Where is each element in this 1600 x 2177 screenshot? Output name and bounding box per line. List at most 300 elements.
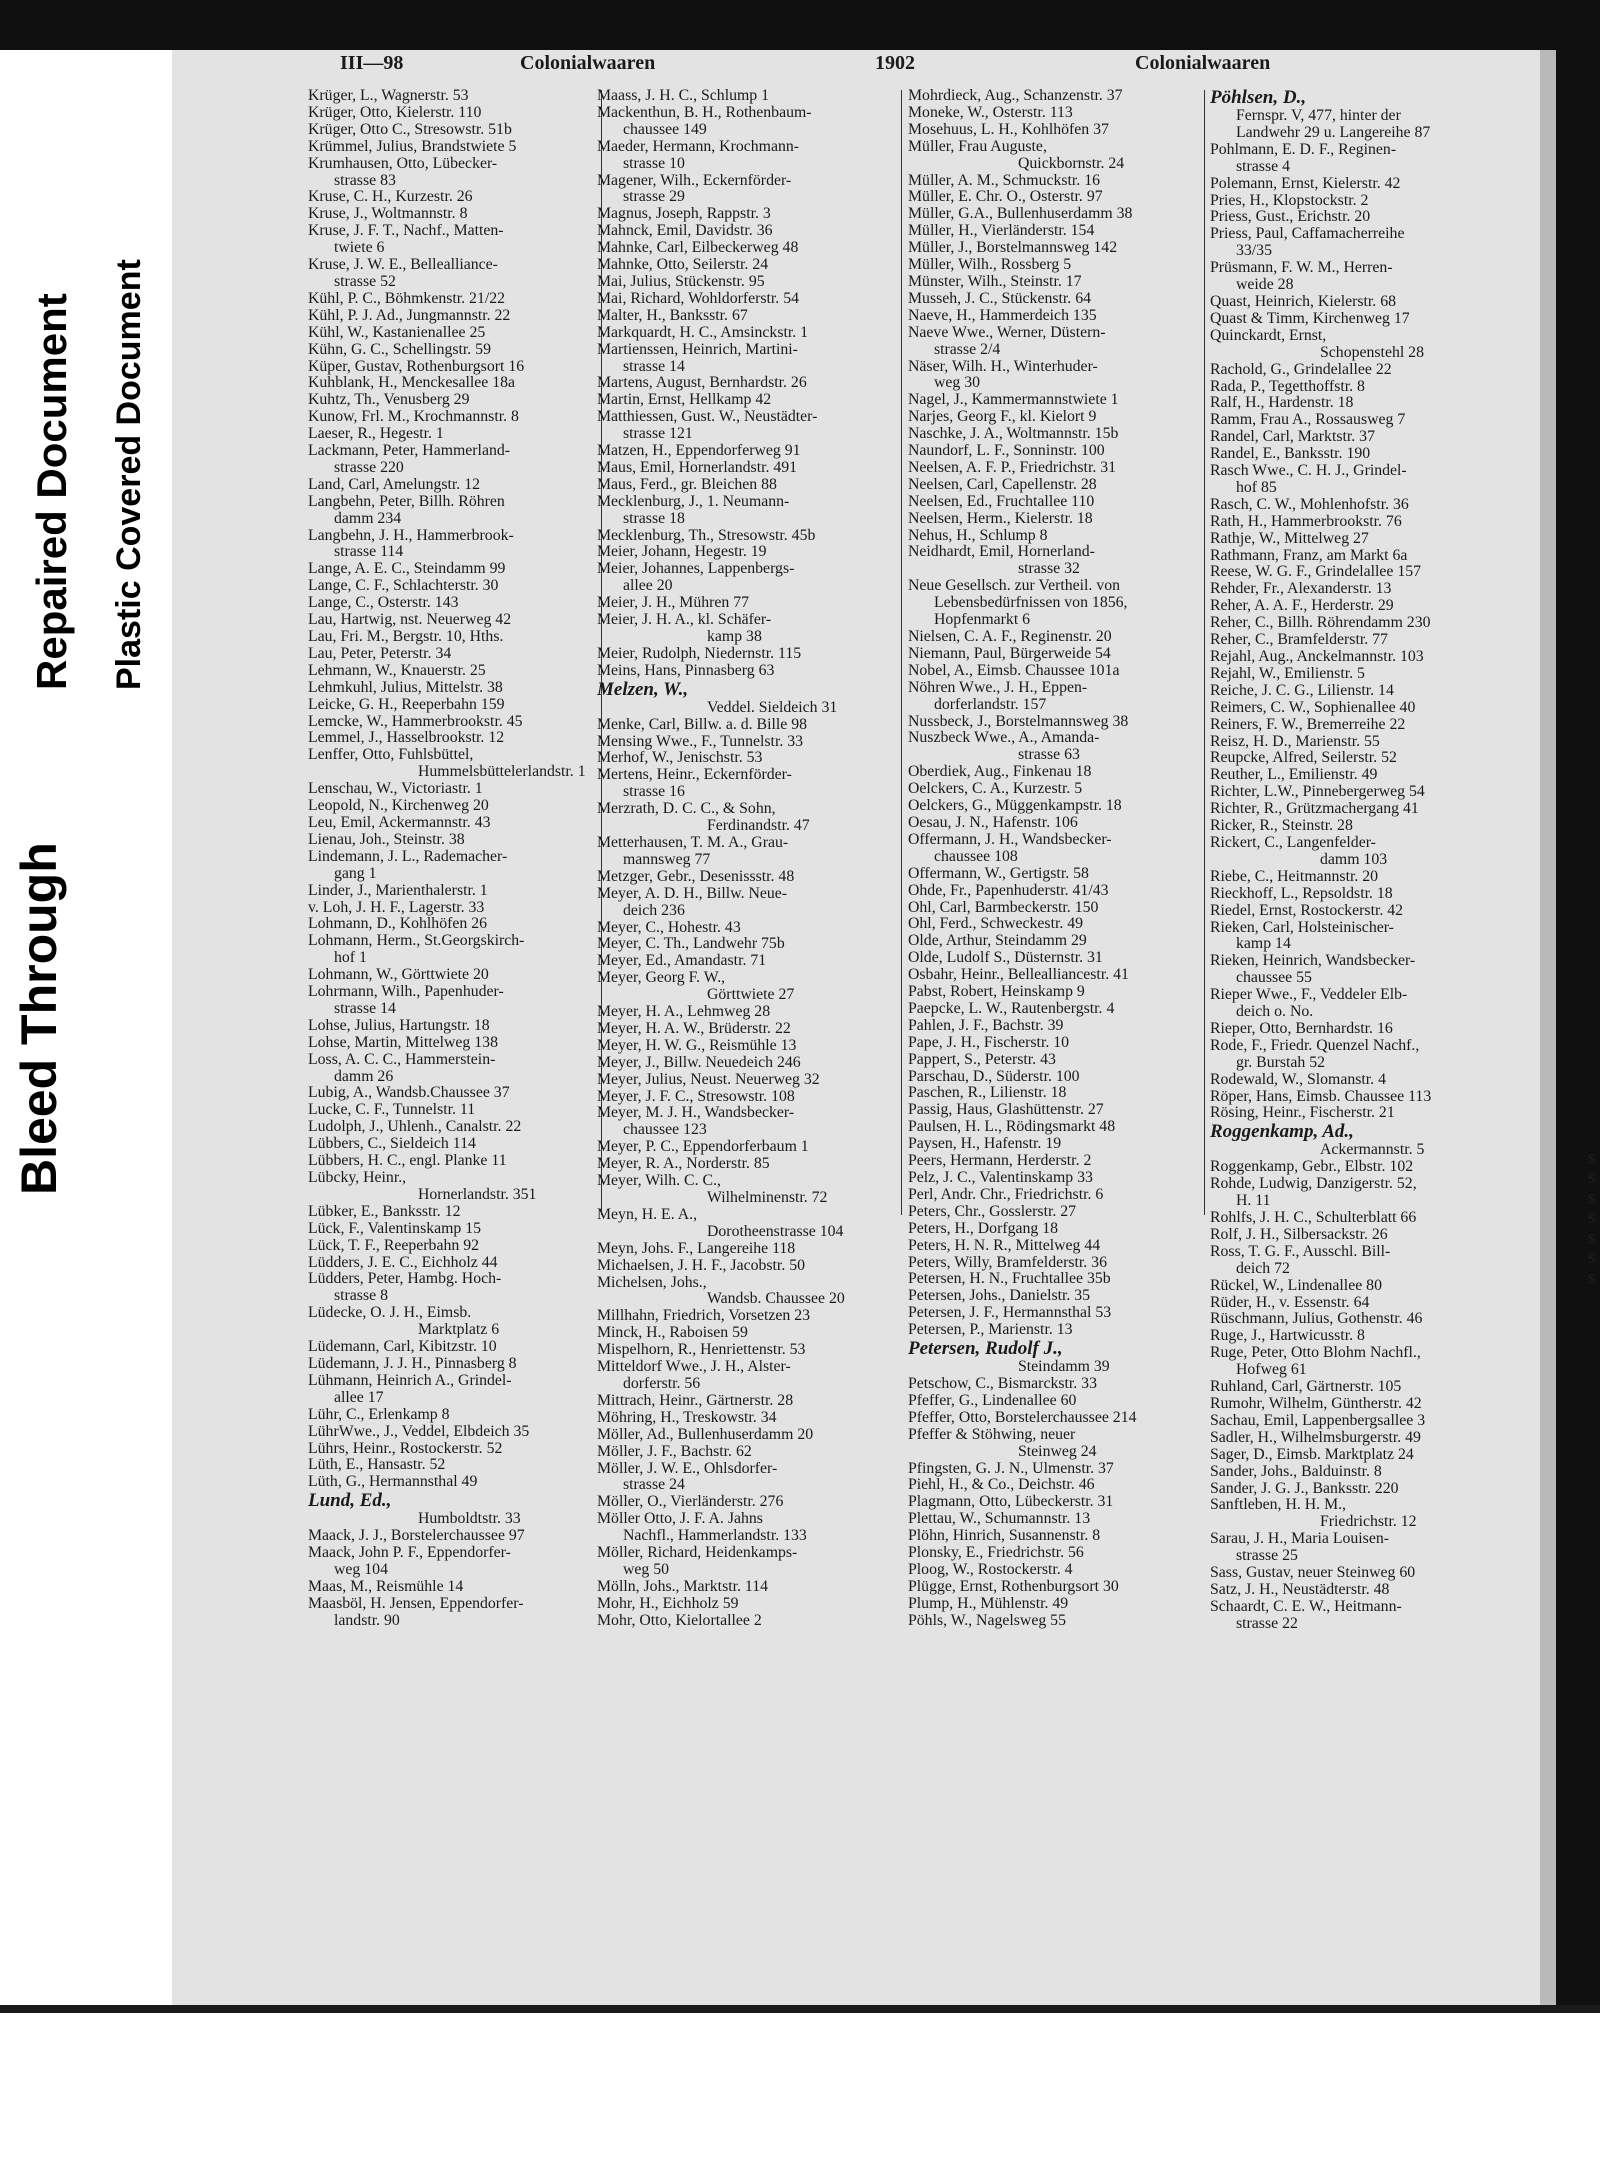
directory-entry: Meyer, M. J. H., Wandsbecker- <box>597 1104 795 1122</box>
directory-entry: Reuther, L., Emilienstr. 49 <box>1210 766 1378 784</box>
directory-entry: strasse 83 <box>334 171 396 189</box>
directory-entry: Krümmel, Julius, Brandstwiete 5 <box>308 137 517 155</box>
directory-entry: Mahnck, Emil, Davidstr. 36 <box>597 222 773 240</box>
directory-entry: Schaardt, C. E. W., Heitmann- <box>1210 1597 1402 1615</box>
directory-entry: Meyer, A. D. H., Billw. Neue- <box>597 884 788 902</box>
directory-entry: Röper, Hans, Eimsb. Chaussee 113 <box>1210 1087 1432 1105</box>
directory-entry: Nussbeck, J., Borstelmannsweg 38 <box>908 712 1129 730</box>
directory-entry: Sadler, H., Wilhelmsburgerstr. 49 <box>1210 1428 1421 1446</box>
directory-entry: Hummelsbüttelerlandstr. 1 <box>418 763 586 781</box>
directory-entry: Passig, Haus, Glashüttenstr. 27 <box>908 1101 1104 1119</box>
directory-entry: Möller, Ad., Bullenhuserdamm 20 <box>597 1425 814 1443</box>
directory-entry: Müller, G.A., Bullenhuserdamm 38 <box>908 205 1133 223</box>
directory-entry: Müller, J., Borstelmannsweg 142 <box>908 239 1118 257</box>
directory-entry: Nobel, A., Eimsb. Chaussee 101a <box>908 661 1120 679</box>
directory-entry: Rieckhoff, L., Repsoldstr. 18 <box>1210 884 1393 902</box>
directory-entry: Moneke, W., Osterstr. 113 <box>908 103 1073 121</box>
directory-entry: Paschen, R., Lilienstr. 18 <box>908 1084 1067 1102</box>
directory-entry: Plonsky, E., Friedrichstr. 56 <box>908 1544 1084 1562</box>
directory-entry: strasse 16 <box>623 783 685 801</box>
label-repaired-document: Repaired Document <box>28 293 75 690</box>
directory-entry: Möller, Richard, Heidenkamps- <box>597 1544 798 1562</box>
directory-entry: Lübbers, C., Sieldeich 114 <box>308 1135 476 1153</box>
directory-entry: Rachold, G., Grindelallee 22 <box>1210 360 1392 378</box>
directory-entry: Veddel. Sieldeich 31 <box>707 698 838 716</box>
directory-entry: Kühl, W., Kastanienallee 25 <box>308 323 486 341</box>
directory-entry: Naeve, H., Hammerdeich 135 <box>908 306 1097 324</box>
directory-entry: Peers, Hermann, Herderstr. 2 <box>908 1152 1092 1170</box>
directory-entry: Peters, H., Dorfgang 18 <box>908 1219 1059 1237</box>
directory-entry: Möhring, H., Treskowstr. 34 <box>597 1408 777 1426</box>
directory-entry: Mertens, Heinr., Eckernförder- <box>597 766 792 784</box>
directory-entry: Lau, Fri. M., Bergstr. 10, Hths. <box>308 628 504 645</box>
directory-entry: damm 234 <box>334 509 402 527</box>
directory-entry: Pfingsten, G. J. N., Ulmenstr. 37 <box>908 1459 1114 1477</box>
directory-entry: Leopold, N., Kirchenweg 20 <box>308 797 489 815</box>
directory-entry: strasse 63 <box>1018 746 1080 764</box>
header-title-left: Colonialwaaren <box>520 52 656 74</box>
directory-entry: Merhof, W., Jenischstr. 53 <box>597 749 763 767</box>
directory-entry: Petersen, P., Marienstr. 13 <box>908 1321 1073 1339</box>
directory-entry: Meier, Johann, Hegestr. 19 <box>597 543 767 561</box>
directory-entry: Lübker, E., Banksstr. 12 <box>308 1202 461 1220</box>
directory-entry: Kühl, P. J. Ad., Jungmannstr. 22 <box>308 306 511 324</box>
directory-column-1 <box>308 88 598 1630</box>
directory-entry: Oelckers, C. A., Kurzestr. 5 <box>908 780 1083 798</box>
directory-entry: Kruse, J. W. E., Bellealliance- <box>308 256 498 274</box>
directory-entry: strasse 114 <box>334 543 404 561</box>
directory-entry: Mispelhorn, R., Henriettenstr. 53 <box>597 1341 806 1359</box>
directory-entry: Petersen, Rudolf J., <box>908 1338 1063 1360</box>
directory-entry: v. Loh, J. H. F., Lagerstr. 33 <box>308 898 485 916</box>
directory-entry: Dorotheenstrasse 104 <box>707 1222 844 1240</box>
directory-entry: Offermann, W., Gertigstr. 58 <box>908 864 1089 882</box>
directory-entry: Loss, A. C. C., Hammerstein- <box>308 1050 496 1068</box>
directory-entry: Rieken, Carl, Holsteinischer- <box>1210 918 1394 936</box>
directory-entry: Naeve Wwe., Werner, Düstern- <box>908 323 1106 341</box>
directory-entry: Olde, Arthur, Steindamm 29 <box>908 932 1087 950</box>
directory-entry: Näser, Wilh. H., Winterhuder- <box>908 357 1098 375</box>
directory-entry: Pöhlsen, D., <box>1210 87 1307 108</box>
directory-entry: Pabst, Robert, Heinskamp 9 <box>908 983 1085 1001</box>
directory-entry: Neue Gesellsch. zur Vertheil. von <box>908 577 1121 595</box>
directory-entry: Markquardt, H. C., Amsinckstr. 1 <box>597 323 809 341</box>
directory-entry: strasse 25 <box>1236 1547 1298 1565</box>
directory-column-2 <box>597 88 887 1630</box>
header-year: 1902 <box>875 52 915 74</box>
directory-entry: strasse 10 <box>623 154 685 172</box>
directory-entry: Paysen, H., Hafenstr. 19 <box>908 1135 1062 1153</box>
directory-entry: Neelsen, Ed., Fruchtallee 110 <box>908 492 1095 510</box>
directory-entry: Mohr, H., Eichholz 59 <box>597 1594 739 1612</box>
directory-entry: Lenffer, Otto, Fuhlsbüttel, <box>308 746 474 764</box>
directory-entry: Nöhren Wwe., J. H., Eppen- <box>908 678 1088 696</box>
directory-entry: strasse 29 <box>623 188 685 206</box>
directory-entry: Lackmann, Peter, Hammerland- <box>308 442 511 460</box>
directory-entry: Ludolph, J., Uhlenh., Canalstr. 22 <box>308 1118 522 1136</box>
directory-entry: Satz, J. H., Neustädterstr. 48 <box>1210 1580 1390 1598</box>
directory-entry: Humboldtstr. 33 <box>418 1510 521 1528</box>
directory-entry: Rejahl, Aug., Anckelmannstr. 103 <box>1210 648 1424 665</box>
directory-entry: chaussee 123 <box>623 1121 707 1139</box>
directory-entry: Meins, Hans, Pinnasberg 63 <box>597 661 775 679</box>
directory-entry: dorferstr. 56 <box>623 1374 701 1392</box>
directory-entry: Rieper Wwe., F., Veddeler Elb- <box>1210 986 1408 1004</box>
directory-entry: Krüger, L., Wagnerstr. 53 <box>308 87 469 104</box>
directory-entry: LührWwe., J., Veddel, Elbdeich 35 <box>308 1422 530 1440</box>
directory-entry: Steinweg 24 <box>1018 1442 1097 1460</box>
directory-entry: Ohl, Carl, Barmbeckerstr. 150 <box>908 898 1099 916</box>
directory-entry: deich 72 <box>1236 1259 1290 1277</box>
directory-entry: Meyn, H. E. A., <box>597 1205 698 1223</box>
directory-entry: Plump, H., Mühlenstr. 49 <box>908 1594 1069 1612</box>
directory-entry: Plöhn, Hinrich, Susannenstr. 8 <box>908 1527 1101 1545</box>
directory-entry: strasse 8 <box>334 1287 388 1305</box>
directory-entry: Lüth, E., Hansastr. 52 <box>308 1456 446 1474</box>
directory-entry: strasse 52 <box>334 272 396 290</box>
directory-entry: strasse 14 <box>334 999 396 1017</box>
directory-entry: Mahnke, Otto, Seilerstr. 24 <box>597 256 769 274</box>
directory-entry: Randel, Carl, Marktstr. 37 <box>1210 428 1375 446</box>
directory-entry: Mensing Wwe., F., Tunnelstr. 33 <box>597 732 804 750</box>
directory-entry: Paepcke, L. W., Rautenbergstr. 4 <box>908 999 1115 1017</box>
directory-entry: Riedel, Ernst, Rostockerstr. 42 <box>1210 901 1404 919</box>
directory-entry: strasse 4 <box>1236 157 1290 175</box>
directory-entry: Kunow, Frl. M., Krochmannstr. 8 <box>308 408 519 426</box>
directory-entry: Matthiessen, Gust. W., Neustädter- <box>597 408 818 426</box>
directory-entry: Ruge, Peter, Otto Blohm Nachfl., <box>1210 1344 1421 1362</box>
directory-entry: Rathje, W., Mittelweg 27 <box>1210 529 1369 547</box>
directory-entry: Müller, H., Vierländerstr. 154 <box>908 222 1095 240</box>
directory-entry: Meier, J. H. A., kl. Schäfer- <box>597 611 772 629</box>
directory-entry: gang 1 <box>334 864 377 882</box>
directory-entry: Ackermannstr. 5 <box>1320 1141 1425 1159</box>
directory-entry: Meyer, H. W. G., Reismühle 13 <box>597 1036 797 1054</box>
directory-entry: Ralf, H., Hardenstr. 18 <box>1210 394 1354 412</box>
page-edge <box>1540 50 1556 2005</box>
directory-entry: landstr. 90 <box>334 1611 400 1629</box>
directory-entry: Reese, W. G. F., Grindelallee 157 <box>1210 563 1422 581</box>
column-rule <box>1204 90 1205 1215</box>
directory-entry: Meyer, C. Th., Landwehr 75b <box>597 935 785 953</box>
directory-entry: Lohrmann, Wilh., Papenhuder- <box>308 983 504 1001</box>
directory-entry: Lübcky, Heinr., <box>308 1169 407 1186</box>
directory-entry: weg 30 <box>934 374 981 392</box>
directory-entry: Priess, Paul, Caffamacherreihe <box>1210 225 1405 243</box>
directory-entry: Mohrdieck, Aug., Schanzenstr. 37 <box>908 87 1123 104</box>
directory-entry: Martienssen, Heinrich, Martini- <box>597 340 798 358</box>
directory-entry: Lau, Peter, Peterstr. 34 <box>308 644 452 662</box>
directory-entry: Perl, Andr. Chr., Friedrichstr. 6 <box>908 1185 1104 1203</box>
column-rule <box>901 90 902 1215</box>
directory-entry: Ricker, R., Steinstr. 28 <box>1210 817 1353 835</box>
directory-entry: chaussee 108 <box>934 847 1018 865</box>
directory-entry: Naundorf, L. F., Sonninstr. 100 <box>908 442 1105 460</box>
directory-entry: Pries, H., Klopstockstr. 2 <box>1210 191 1369 209</box>
directory-entry: Plügge, Ernst, Rothenburgsort 30 <box>908 1577 1119 1595</box>
directory-entry: Reher, A. A. F., Herderstr. 29 <box>1210 597 1394 615</box>
directory-entry: Meyer, C., Hohestr. 43 <box>597 918 741 936</box>
directory-entry: Pahlen, J. F., Bachstr. 39 <box>908 1016 1064 1034</box>
directory-entry: Minck, H., Raboisen 59 <box>597 1324 748 1342</box>
directory-entry: Rieper, Otto, Bernhardstr. 16 <box>1210 1019 1393 1037</box>
directory-entry: Kruse, J., Woltmannstr. 8 <box>308 205 468 223</box>
directory-entry: weide 28 <box>1236 276 1294 294</box>
directory-entry: Meyer, R. A., Norderstr. 85 <box>597 1155 770 1173</box>
directory-entry: Münster, Wilh., Steinstr. 17 <box>908 272 1082 290</box>
directory-entry: Pöhls, W., Nagelsweg 55 <box>908 1611 1066 1629</box>
directory-entry: Krüger, Otto, Kielerstr. 110 <box>308 103 482 121</box>
directory-entry: Olde, Ludolf S., Düsternstr. 31 <box>908 949 1103 967</box>
directory-column-4 <box>1210 88 1500 1633</box>
directory-entry: Küper, Gustav, Rothenburgsort 16 <box>308 357 525 375</box>
directory-entry: Lindemann, J. L., Rademacher- <box>308 847 508 865</box>
directory-entry: Sass, Gustav, neuer Steinweg 60 <box>1210 1564 1416 1582</box>
directory-entry: Pfeffer, G., Lindenallee 60 <box>908 1391 1077 1409</box>
directory-entry: Müller, Wilh., Rossberg 5 <box>908 256 1072 274</box>
directory-entry: Rohde, Ludwig, Danzigerstr. 52, <box>1210 1175 1417 1193</box>
directory-entry: Mai, Julius, Stückenstr. 95 <box>597 272 765 290</box>
directory-entry: Lehmkuhl, Julius, Mittelstr. 38 <box>308 678 503 696</box>
directory-entry: Rasch, C. W., Mohlenhofstr. 36 <box>1210 495 1409 513</box>
directory-entry: Rumohr, Wilhelm, Güntherstr. 42 <box>1210 1394 1422 1412</box>
directory-entry: Reher, C., Bramfelderstr. 77 <box>1210 631 1388 649</box>
running-header <box>340 52 1390 84</box>
directory-entry: Narjes, Georg F., kl. Kielort 9 <box>908 408 1097 426</box>
directory-entry: Meyer, Georg F. W., <box>597 969 726 987</box>
directory-entry: hof 85 <box>1236 478 1277 496</box>
directory-entry: Rückel, W., Lindenallee 80 <box>1210 1276 1382 1294</box>
directory-entry: Lubig, A., Wandsb.Chaussee 37 <box>308 1084 510 1102</box>
directory-entry: Rada, P., Tegetthoffstr. 8 <box>1210 377 1365 395</box>
directory-entry: Petschow, C., Bismarckstr. 33 <box>908 1374 1097 1392</box>
directory-entry: Melzen, W., <box>597 678 689 700</box>
directory-entry: Maass, J. H. C., Schlump 1 <box>597 87 770 104</box>
directory-entry: Magener, Wilh., Eckernförder- <box>597 171 792 189</box>
directory-entry: Maus, Emil, Hornerlandstr. 491 <box>597 458 798 476</box>
directory-entry: Maas, M., Reismühle 14 <box>308 1577 464 1595</box>
directory-entry: Priess, Gust., Erichstr. 20 <box>1210 208 1371 226</box>
directory-entry: Sachau, Emil, Lappenbergsallee 3 <box>1210 1411 1426 1429</box>
directory-entry: Rösing, Heinr., Fischerstr. 21 <box>1210 1104 1395 1122</box>
directory-entry: Kruse, J. F. T., Nachf., Matten- <box>308 222 504 240</box>
directory-entry: Lübbers, H. C., engl. Planke 11 <box>308 1152 507 1170</box>
directory-entry: Sager, D., Eimsb. Marktplatz 24 <box>1210 1445 1414 1463</box>
directory-entry: Lohmann, D., Kohlhöfen 26 <box>308 915 488 933</box>
directory-entry: Prüsmann, F. W. M., Herren- <box>1210 259 1393 277</box>
directory-entry: Meier, Rudolph, Niedernstr. 115 <box>597 644 802 662</box>
directory-entry: Peters, H. N. R., Mittelweg 44 <box>908 1236 1101 1254</box>
directory-entry: Meier, J. H., Mühren 77 <box>597 594 750 612</box>
directory-entry: damm 26 <box>334 1067 394 1085</box>
directory-entry: Pappert, S., Peterstr. 43 <box>908 1050 1056 1068</box>
directory-entry: Merzrath, D. C. C., & Sohn, <box>597 800 776 818</box>
directory-entry: Rasch Wwe., C. H. J., Grindel- <box>1210 462 1407 480</box>
directory-entry: Martens, August, Bernhardstr. 26 <box>597 374 807 392</box>
directory-entry: Lange, C., Osterstr. 143 <box>308 594 459 612</box>
directory-entry: strasse 32 <box>1018 560 1080 578</box>
label-strip <box>0 50 172 2005</box>
directory-entry: Krumhausen, Otto, Lübecker- <box>308 154 498 172</box>
label-plastic-covered-document: Plastic Covered Document <box>110 259 148 690</box>
directory-entry: Leu, Emil, Ackermannstr. 43 <box>308 813 491 831</box>
directory-entry: Paulsen, H. L., Rödingsmarkt 48 <box>908 1118 1116 1136</box>
directory-entry: Ohde, Fr., Papenhuderstr. 41/43 <box>908 881 1109 899</box>
directory-entry: strasse 121 <box>623 425 693 443</box>
directory-entry: Meyer, H. A., Lehmweg 28 <box>597 1003 771 1021</box>
directory-entry: Meier, Johannes, Lappenbergs- <box>597 560 795 578</box>
directory-entry: strasse 18 <box>623 509 685 527</box>
directory-entry: Petersen, J. F., Hermannsthal 53 <box>908 1304 1112 1322</box>
directory-entry: Ruge, J., Hartwicusstr. 8 <box>1210 1327 1365 1345</box>
directory-entry: Pfeffer, Otto, Borstelerchaussee 214 <box>908 1408 1137 1426</box>
directory-entry: Meyer, J. F. C., Stresowstr. 108 <box>597 1087 795 1105</box>
directory-entry: Meyer, Wilh. C. C., <box>597 1172 721 1190</box>
directory-entry: Lüdders, Peter, Hambg. Hoch- <box>308 1270 502 1288</box>
directory-entry: Wilhelminenstr. 72 <box>707 1189 828 1206</box>
directory-entry: Mölln, Johs., Marktstr. 114 <box>597 1577 768 1595</box>
directory-entry: Lange, C. F., Schlachterstr. 30 <box>308 577 499 595</box>
directory-entry: Rickert, C., Langenfelder- <box>1210 833 1376 851</box>
directory-entry: Ruhland, Carl, Gärtnerstr. 105 <box>1210 1378 1402 1396</box>
directory-entry: Rejahl, W., Emilienstr. 5 <box>1210 664 1365 682</box>
directory-entry: Pohlmann, E. D. F., Reginen- <box>1210 140 1397 158</box>
directory-entry: Lüdders, J. E. C., Eichholz 44 <box>308 1253 498 1271</box>
directory-entry: Michaelsen, J. H. F., Jacobstr. 50 <box>597 1256 806 1274</box>
directory-entry: Maasböl, H. Jensen, Eppendorfer- <box>308 1594 524 1612</box>
directory-entry: Martin, Ernst, Hellkamp 42 <box>597 391 772 409</box>
directory-entry: Millhahn, Friedrich, Vorsetzen 23 <box>597 1307 811 1325</box>
directory-entry: Lange, A. E. C., Steindamm 99 <box>308 560 506 578</box>
directory-entry: Sander, J. G. J., Banksstr. 220 <box>1210 1479 1399 1497</box>
directory-entry: Lück, T. F., Reeperbahn 92 <box>308 1236 479 1254</box>
directory-entry: Lund, Ed., <box>308 1490 392 1512</box>
directory-entry: Nagel, J., Kammermannstwiete 1 <box>908 391 1119 409</box>
directory-entry: Lührs, Heinr., Rostockerstr. 52 <box>308 1439 503 1457</box>
directory-entry: Rolf, J. H., Silbersackstr. 26 <box>1210 1225 1388 1243</box>
directory-entry: Lenschau, W., Victoriastr. 1 <box>308 780 483 798</box>
directory-entry: Lebensbedürfnissen von 1856, <box>934 594 1128 612</box>
directory-entry: Lemcke, W., Hammerbrookstr. 45 <box>308 712 523 730</box>
directory-entry: Laeser, R., Hegestr. 1 <box>308 425 444 443</box>
directory-entry: Kühl, P. C., Böhmkenstr. 21/22 <box>308 289 506 307</box>
directory-entry: Ramm, Frau A., Rossausweg 7 <box>1210 411 1406 429</box>
directory-entry: Metzger, Gebr., Desenissstr. 48 <box>597 867 795 885</box>
directory-entry: Meyn, Johs. F., Langereihe 118 <box>597 1239 796 1257</box>
directory-entry: deich 236 <box>623 901 685 919</box>
directory-entry: Krüger, Otto C., Stresowstr. 51b <box>308 120 512 138</box>
directory-entry: Polemann, Ernst, Kielerstr. 42 <box>1210 174 1401 192</box>
directory-entry: kamp 14 <box>1236 935 1291 953</box>
directory-entry: Piehl, H., & Co., Deichstr. 46 <box>908 1476 1095 1494</box>
directory-entry: Lück, F., Valentinskamp 15 <box>308 1219 482 1237</box>
directory-entry: Ploog, W., Rostockerstr. 4 <box>908 1560 1073 1578</box>
directory-entry: Oelckers, G., Müggenkampstr. 18 <box>908 797 1122 815</box>
directory-entry: Fernspr. V, 477, hinter der <box>1236 107 1401 124</box>
directory-entry: allee 17 <box>334 1388 384 1406</box>
directory-entry: 33/35 <box>1236 242 1272 260</box>
directory-entry: Maack, J. J., Borstelerchaussee 97 <box>308 1527 525 1545</box>
directory-entry: Rüder, H., v. Essenstr. 64 <box>1210 1293 1370 1311</box>
directory-entry: Nielsen, C. A. F., Reginenstr. 20 <box>908 628 1112 645</box>
directory-entry: Lucke, C. F., Tunnelstr. 11 <box>308 1101 476 1119</box>
directory-entry: deich o. No. <box>1236 1003 1314 1021</box>
directory-entry: Wandsb. Chaussee 20 <box>707 1290 845 1308</box>
directory-entry: Neidhardt, Emil, Hornerland- <box>908 543 1095 561</box>
directory-entry: Langbehn, J. H., Hammerbrook- <box>308 526 514 544</box>
directory-entry: Quickbornstr. 24 <box>1018 154 1125 172</box>
directory-entry: Nehus, H., Schlump 8 <box>908 526 1048 544</box>
directory-entry: strasse 2/4 <box>934 340 1001 358</box>
header-title-right: Colonialwaaren <box>1135 52 1271 74</box>
directory-entry: Mecklenburg, Th., Stresowstr. 45b <box>597 526 816 544</box>
directory-entry: Hornerlandstr. 351 <box>418 1185 537 1203</box>
directory-entry: Meyer, J., Billw. Neuedeich 246 <box>597 1053 801 1071</box>
directory-entry: Landwehr 29 u. Langereihe 87 <box>1236 123 1431 141</box>
directory-entry: Mecklenburg, J., 1. Neumann- <box>597 492 790 510</box>
directory-entry: Ferdinandstr. 47 <box>707 817 810 835</box>
directory-entry: Petersen, Johs., Danielstr. 35 <box>908 1287 1091 1305</box>
directory-entry: Peters, Chr., Gosslerstr. 27 <box>908 1202 1077 1220</box>
directory-entry: gr. Burstah 52 <box>1236 1053 1326 1071</box>
directory-entry: Mosehuus, L. H., Kohlhöfen 37 <box>908 120 1109 138</box>
directory-entry: Neelsen, Carl, Capellenstr. 28 <box>908 475 1097 493</box>
directory-entry: Land, Carl, Amelungstr. 12 <box>308 475 480 493</box>
directory-entry: allee 20 <box>623 577 673 595</box>
directory-entry: Pfeffer & Stöhwing, neuer <box>908 1425 1076 1443</box>
scan-right-band <box>1556 50 1600 2005</box>
directory-entry: kamp 38 <box>707 628 762 645</box>
directory-entry: Lau, Hartwig, nst. Neuerweg 42 <box>308 611 512 629</box>
directory-entry: Quinckardt, Ernst, <box>1210 326 1327 344</box>
directory-entry: Parschau, D., Süderstr. 100 <box>908 1067 1080 1085</box>
directory-entry: Quast, Heinrich, Kielerstr. 68 <box>1210 292 1397 310</box>
directory-entry: Möller, J. F., Bachstr. 62 <box>597 1442 752 1460</box>
directory-entry: Pape, J. H., Fischerstr. 10 <box>908 1033 1070 1051</box>
directory-entry: damm 103 <box>1320 850 1388 868</box>
directory-entry: Rodewald, W., Slomanstr. 4 <box>1210 1070 1386 1088</box>
directory-entry: Reher, C., Billh. Röhrendamm 230 <box>1210 614 1431 632</box>
directory-entry: Kühn, G. C., Schellingstr. 59 <box>308 340 491 358</box>
directory-entry: Rehder, Fr., Alexanderstr. 13 <box>1210 580 1392 598</box>
directory-entry: twiete 6 <box>334 239 385 257</box>
directory-entry: Reiche, J. C. G., Lilienstr. 14 <box>1210 681 1394 699</box>
directory-entry: Lohse, Martin, Mittelweg 138 <box>308 1033 498 1051</box>
directory-entry: Malter, H., Banksstr. 67 <box>597 306 748 324</box>
directory-entry: Rath, H., Hammerbrookstr. 76 <box>1210 512 1402 530</box>
directory-entry: Peters, Willy, Bramfelderstr. 36 <box>908 1253 1107 1271</box>
adjacent-page-edge-text: S S S S S S S <box>1588 1152 1596 1287</box>
directory-entry: Michelsen, Johs., <box>597 1273 707 1291</box>
directory-entry: Oberdiek, Aug., Finkenau 18 <box>908 763 1092 781</box>
directory-entry: chaussee 149 <box>623 120 707 138</box>
directory-entry: Lühr, C., Erlenkamp 8 <box>308 1405 450 1423</box>
directory-entry: Kuhtz, Th., Venusberg 29 <box>308 391 470 409</box>
directory-entry: Rieken, Heinrich, Wandsbecker- <box>1210 952 1416 970</box>
directory-entry: Lohse, Julius, Hartungstr. 18 <box>308 1016 490 1034</box>
directory-entry: Leicke, G. H., Reeperbahn 159 <box>308 695 505 713</box>
directory-entry: Neelsen, Herm., Kielerstr. 18 <box>908 509 1093 527</box>
directory-entry: strasse 14 <box>623 357 685 375</box>
directory-entry: hof 1 <box>334 949 367 967</box>
directory-entry: Richter, R., Grützmachergang 41 <box>1210 800 1419 818</box>
directory-entry: Steindamm 39 <box>1018 1358 1110 1376</box>
directory-entry: Maus, Ferd., gr. Bleichen 88 <box>597 475 777 493</box>
directory-entry: Möller, J. W. E., Ohlsdorfer- <box>597 1459 778 1477</box>
directory-entry: chaussee 55 <box>1236 969 1312 987</box>
directory-entry: Reiners, F. W., Bremerreihe 22 <box>1210 715 1406 733</box>
directory-entry: Magnus, Joseph, Rappstr. 3 <box>597 205 771 223</box>
